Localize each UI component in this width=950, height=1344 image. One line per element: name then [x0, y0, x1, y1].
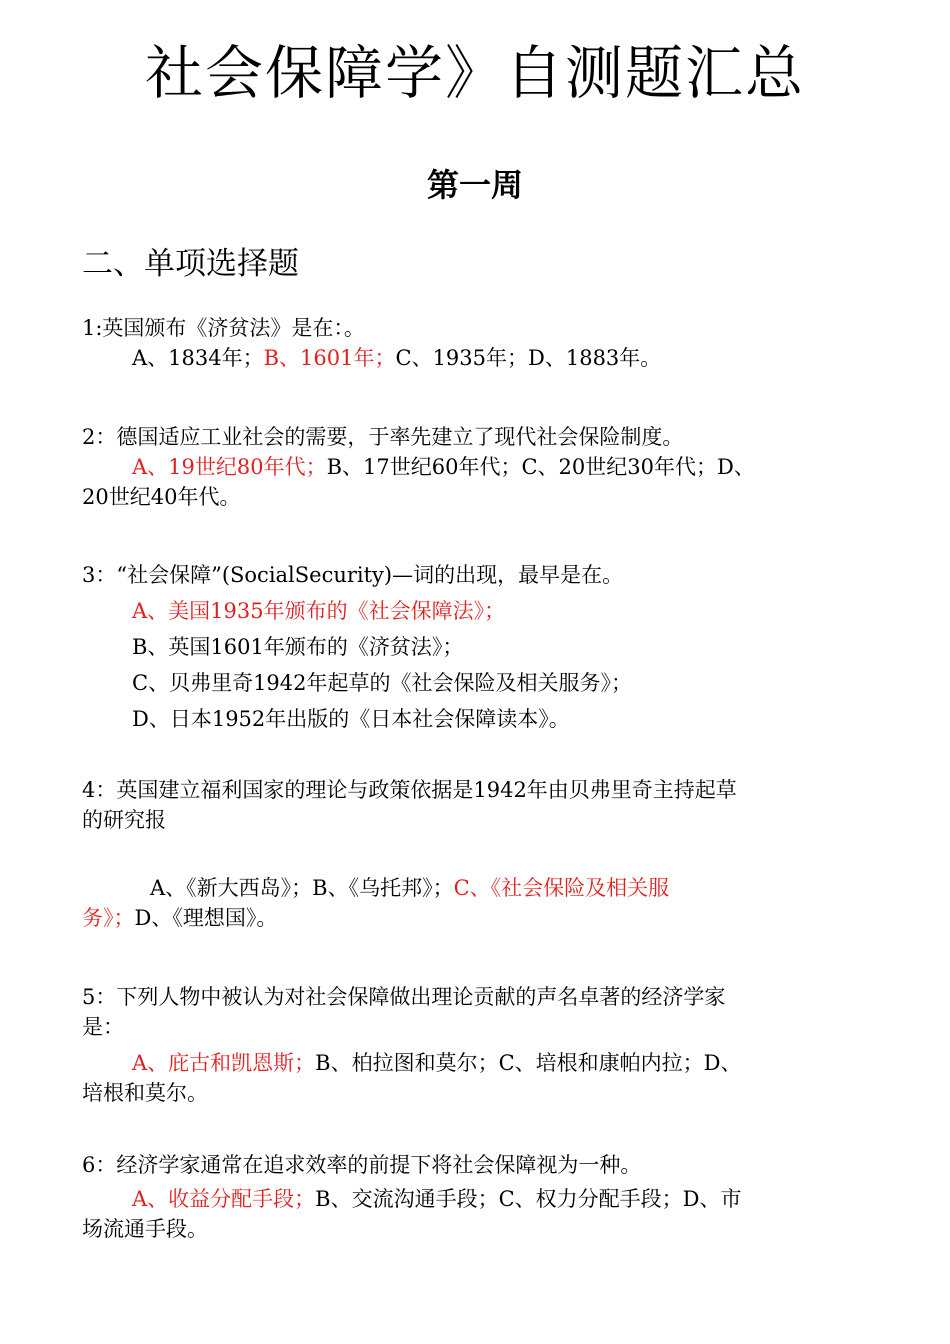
- question-options: [82, 343, 882, 373]
- question-stem: 1:英国颁布《济贫法》是在：。: [82, 316, 365, 340]
- option-a: A、1834年；: [132, 346, 264, 370]
- document-title: 社会保障学》自测题汇总: [144, 39, 805, 107]
- question-stem: 2：德国适应工业社会的需要，于率先建立了现代社会保险制度。: [82, 425, 684, 449]
- correct-answer: B、1601年；: [263, 346, 396, 370]
- question-stem-continuation: 是：: [82, 1015, 124, 1039]
- question-6: [82, 1150, 882, 1244]
- question-options: [82, 1184, 882, 1214]
- option-c: C、贝弗里奇1942年起草的《社会保险及相关服务》；: [132, 671, 633, 695]
- option-b: B、英国1601年颁布的《济贫法》；: [132, 635, 464, 659]
- question-stem: 4：英国建立福利国家的理论与政策依据是1942年由贝弗里奇主持起草: [82, 778, 737, 802]
- option-rest: B、柏拉图和莫尔；C、培根和康帕内拉；D、: [315, 1051, 742, 1075]
- option-continuation: 20世纪40年代。: [82, 485, 241, 509]
- option-continuation: [82, 903, 882, 933]
- option-rest: C、1935年；D、1883年。: [395, 346, 662, 370]
- question-4: [82, 775, 882, 933]
- option-d: D、《理想国》。: [134, 906, 278, 930]
- question-stem-continuation: 的研究报: [82, 808, 166, 832]
- option-d: D、日本1952年出版的《日本社会保障读本》。: [132, 707, 570, 731]
- section-heading: 二、单项选择题: [82, 246, 299, 282]
- question-stem: 5：下列人物中被认为对社会保障做出理论贡献的声名卓著的经济学家: [82, 985, 726, 1009]
- correct-answer: A、收益分配手段；: [132, 1187, 316, 1211]
- question-1: [82, 313, 882, 373]
- correct-answer: A、庇古和凯恩斯；: [132, 1051, 316, 1075]
- question-options: [82, 873, 882, 903]
- option-continuation: 场流通手段。: [82, 1217, 208, 1241]
- question-2: [82, 422, 882, 512]
- question-options: [82, 1048, 882, 1078]
- question-stem: 3：“社会保障”(SocialSecurity)—词的出现，最早是在。: [82, 563, 624, 587]
- correct-answer: A、19世纪80年代；: [132, 455, 327, 479]
- question-3: [82, 560, 882, 734]
- option-rest: B、17世纪60年代；C、20世纪30年代；D、: [326, 455, 755, 479]
- option-rest: B、交流沟通手段；C、权力分配手段；D、市: [315, 1187, 742, 1211]
- correct-answer: C、《社会保险及相关服: [453, 876, 670, 900]
- week-heading: 第一周: [426, 166, 523, 204]
- option-ab: A、《新大西岛》；B、《乌托邦》；: [150, 876, 454, 900]
- question-options: [82, 452, 882, 482]
- option-continuation: 培根和莫尔。: [82, 1081, 208, 1105]
- correct-answer: A、美国1935年颁布的《社会保障法》；: [132, 599, 506, 623]
- question-stem: 6：经济学家通常在追求效率的前提下将社会保障视为一种。: [82, 1153, 642, 1177]
- question-5: [82, 982, 882, 1108]
- correct-answer-continuation: 务》；: [82, 906, 135, 930]
